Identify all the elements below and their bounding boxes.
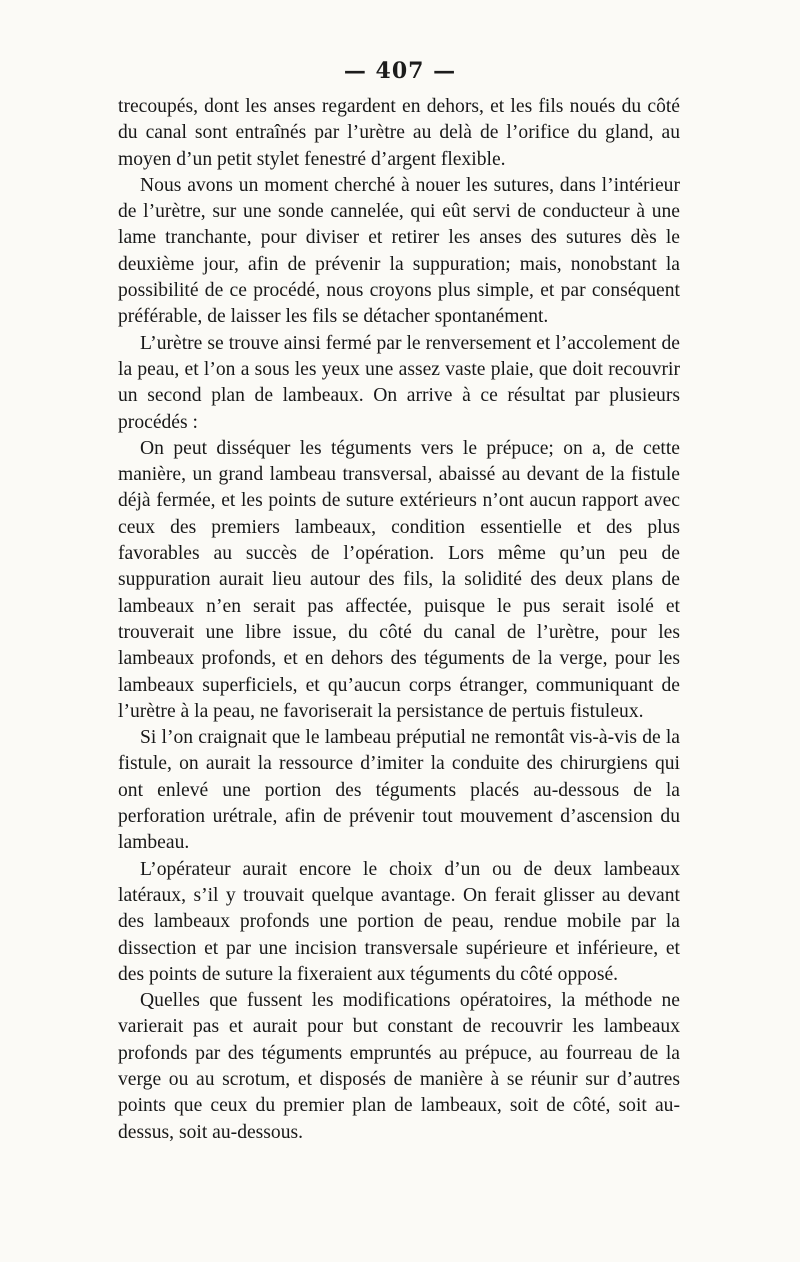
paragraph: Si l’on craignait que le lambeau préputial ne remontât vis-à-vis de la fistule, on aurait la ressource d’imiter la conduite des chirurgiens qui ont enlevé une portion des téguments placés au-dessous de la perforation urétrale, afin de prévenir tout mouvement d’ascension du lambeau. <box>118 727 680 854</box>
paragraph: Quelles que fussent les modifications opératoires, la méthode ne varierait pas et aurait pour but constant de recouvrir les lambeaux profonds par des téguments empruntés au prépuce, au fourreau de la verge ou au scrotum, et disposés de manière à se réunir sur d’autres points que ceux du premier plan de lambeaux, soit de côté, soit au-dessus, soit au-dessous. <box>118 990 680 1143</box>
paragraph: L’urètre se trouve ainsi fermé par le renversement et l’accolement de la peau, et l’on a sous les yeux une assez vaste plaie, que doit recouvrir un second plan de lambeaux. On arrive à ce résultat par plusieurs procédés : <box>118 332 680 433</box>
paragraph: Nous avons un moment cherché à nouer les sutures, dans l’intérieur de l’urètre, sur une sonde cannelée, qui eût servi de conducteur à une lame tranchante, pour diviser et retirer les anses des sutures dès le deuxième jour, afin de prévenir la suppuration; mais, nonobstant la possibilité de ce procédé, nous croyons plus simple, et par conséquent préférable, de laisser les fils se détacher spontanément. <box>118 174 680 328</box>
paragraph: L’opérateur aurait encore le choix d’un ou de deux lambeaux latéraux, s’il y trouvait quelque avantage. On ferait glisser au devant des lambeaux profonds une portion de peau, rendue mobile par la dissection et par une incision transversale supérieure et inférieure, et des points de suture la fixeraient aux téguments du côté opposé. <box>118 858 680 985</box>
paragraph: trecoupés, dont les anses regardent en dehors, et les fils noués du côté du canal sont entraînés par l’urètre au delà de l’orifice du gland, au moyen d’un petit stylet fenestré d’argent flexible. <box>118 96 680 170</box>
page-number: — 407 — <box>343 58 457 84</box>
paragraph: On peut disséquer les téguments vers le prépuce; on a, de cette manière, un grand lambeau transversal, abaissé au devant de la fistule déjà fermée, et les points de suture extérieurs n’ont aucun rapport avec ceux des premiers lambeaux, condition essentielle et des plus favorables au succès de l’opération. Lors même qu’un peu de suppuration aurait lieu autour des fils, la solidité des deux plans de lambeaux n’en serait pas affectée, puisque le pus serait isolé et trouverait une libre issue, du côté du canal de l’urètre, pour les lambeaux profonds, et en dehors des téguments de la verge, pour les lambeaux superficiels, et qu’aucun corps étranger, communiquant de l’urètre à la peau, ne favoriserait la persistance de pertuis fistuleux. <box>118 437 680 722</box>
body-text <box>118 94 680 1146</box>
